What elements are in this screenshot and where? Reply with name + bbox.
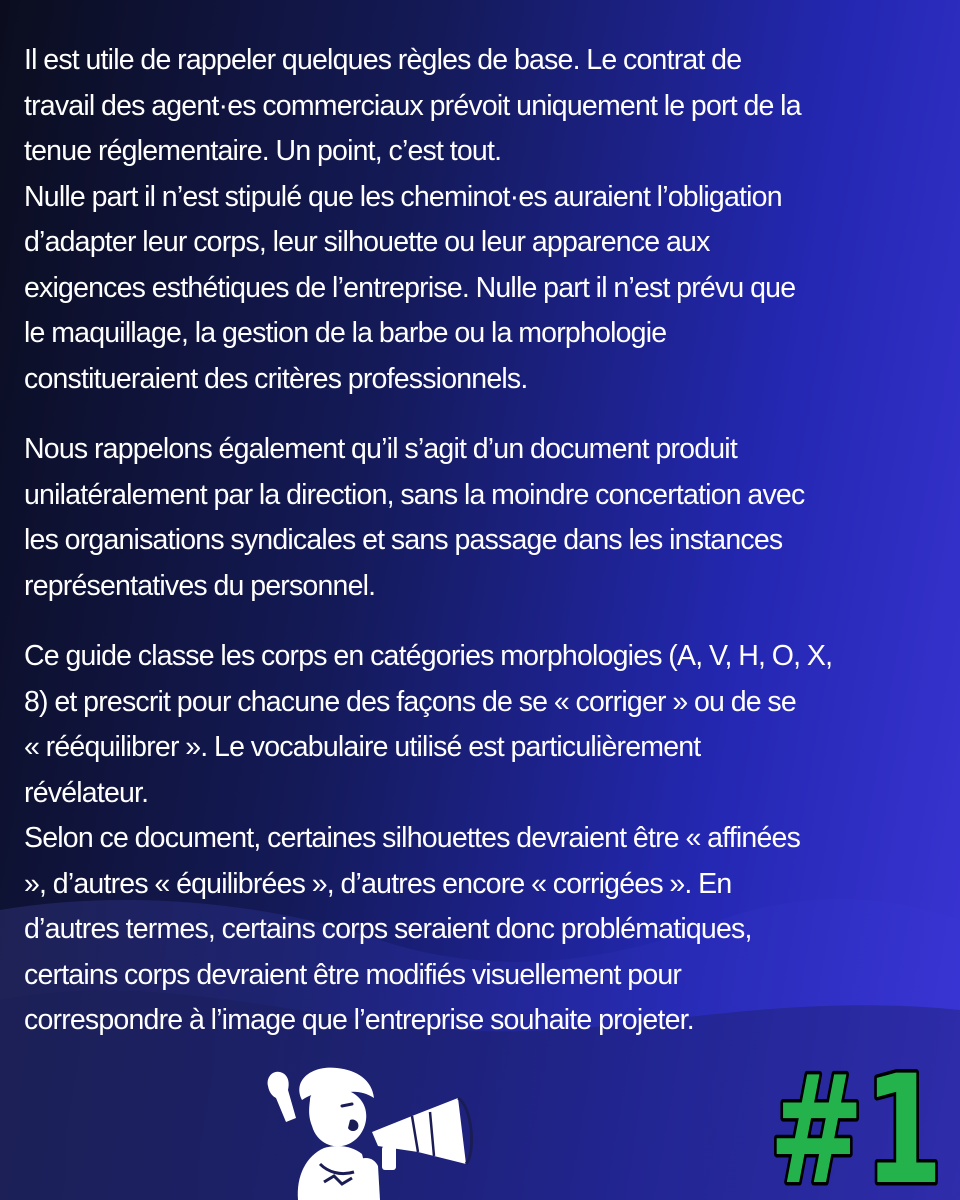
text-line: Selon ce document, certaines silhouettes devraient être « affinées bbox=[24, 822, 801, 854]
paragraph-2 bbox=[24, 427, 939, 609]
text-line: Nous rappelons également qu’il s’agit d’un document produit bbox=[24, 433, 737, 465]
text-line: », d’autres « équilibrées », d’autres encore « corrigées ». En bbox=[24, 867, 732, 900]
text-line: Il est utile de rappeler quelques règles de base. Le contrat de bbox=[24, 44, 742, 76]
text-line: le maquillage, la gestion de la barbe ou la morphologie bbox=[24, 317, 667, 349]
text-line: d’autres termes, certains corps seraient donc problématiques, bbox=[24, 913, 752, 945]
text-line: Ce guide classe les corps en catégories morphologies (A, V, H, O, X, bbox=[24, 640, 833, 672]
badge-label: #1 bbox=[769, 1058, 943, 1188]
main-text bbox=[24, 38, 939, 1069]
paragraph-1 bbox=[24, 38, 939, 402]
text-line: constitueraient des critères professionnels. bbox=[24, 362, 528, 395]
number-badge bbox=[766, 1058, 946, 1188]
text-line: « rééquilibrer ». Le vocabulaire utilisé est particulièrement bbox=[24, 731, 701, 763]
text-line: correspondre à l’image que l’entreprise souhaite projeter. bbox=[24, 1004, 694, 1036]
text-line: exigences esthétiques de l’entreprise. Nulle part il n’est prévu que bbox=[24, 271, 796, 304]
text-line: les organisations syndicales et sans passage dans les instances bbox=[24, 524, 783, 556]
text-line: Nulle part il n’est stipulé que les cheminot·es auraient l’obligation bbox=[24, 180, 782, 213]
text-line: tenue réglementaire. Un point, c’est tout. bbox=[24, 135, 502, 167]
text-line: représentatives du personnel. bbox=[24, 569, 376, 602]
protester-with-megaphone-icon bbox=[262, 1060, 492, 1200]
text-line: révélateur. bbox=[24, 776, 149, 809]
text-line: d’adapter leur corps, leur silhouette ou leur apparence aux bbox=[24, 226, 710, 258]
text-line: 8) et prescrit pour chacune des façons de se « corriger » ou de se bbox=[24, 685, 796, 718]
text-line: travail des agent·es commerciaux prévoit uniquement le port de la bbox=[24, 89, 801, 122]
paragraph-3 bbox=[24, 634, 939, 1044]
text-line: certains corps devraient être modifiés visuellement pour bbox=[24, 958, 682, 991]
text-line: unilatéralement par la direction, sans la moindre concertation avec bbox=[24, 478, 805, 511]
